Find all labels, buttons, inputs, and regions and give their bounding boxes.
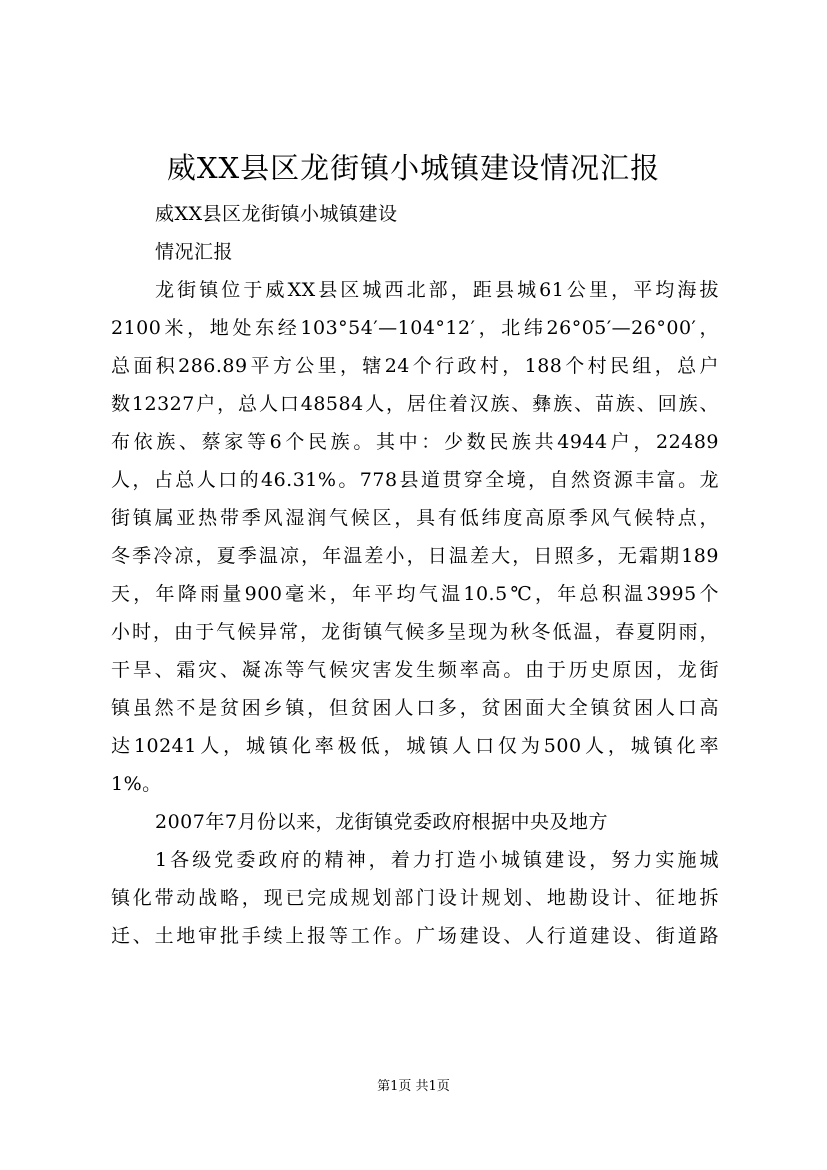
paragraph-line: 街镇属亚热带季风湿润气候区，具有低纬度高原季风气候特点， [111,507,719,529]
paragraph-line: 小时，由于气候异常，龙街镇气候多呈现为秋冬低温，春夏阴雨， [111,621,719,643]
paragraph-1 [111,271,719,803]
paragraph-line: 镇虽然不是贫困乡镇，但贫困人口多，贫困面大全镇贫困人口高 [111,697,719,719]
subtitle-line: 情况汇报 [155,241,234,263]
paragraph-line: 总面积286.89平方公里，辖24个行政村，188个村民组，总户 [111,355,719,377]
paragraph-line: 1各级党委政府的精神，着力打造小城镇建设，努力实施城 [155,849,719,871]
paragraph-line: 1%。 [111,773,162,795]
paragraph-line: 布依族、蔡家等6个民族。其中：少数民族共4944户，22489 [111,431,719,453]
page-footer: 第1页 共1页 [377,1079,450,1094]
paragraph-line: 冬季冷凉，夏季温凉，年温差小，日温差大，日照多，无霜期189 [111,545,719,567]
paragraph-3 [111,841,719,955]
paragraph-line: 数12327户，总人口48584人，居住着汉族、彝族、苗族、回族、 [111,393,719,415]
document-title: 威XX县区龙街镇小城镇建设情况汇报 [166,151,661,185]
paragraph-line: 天，年降雨量900毫米，年平均气温10.5℃，年总积温3995个 [111,583,719,605]
paragraph-line: 达10241人，城镇化率极低，城镇人口仅为500人，城镇化率 [111,735,719,757]
paragraph-line: 2100米，地处东经103°54′—104°12′，北纬26°05′—26°00′， [111,317,719,339]
paragraph-line: 人，占总人口的46.31%。778县道贯穿全境，自然资源丰富。龙 [111,469,719,491]
paragraph-line: 龙街镇位于威XX县区城西北部，距县城61公里，平均海拔 [155,279,719,301]
paragraph-line: 2007年7月份以来，龙街镇党委政府根据中央及地方 [155,811,608,833]
paragraph-line: 镇化带动战略，现已完成规划部门设计规划、地勘设计、征地拆 [111,887,719,909]
document-body [111,195,719,955]
paragraph-line: 迁、土地审批手续上报等工作。广场建设、人行道建设、街道路 [111,925,719,947]
subtitle-line: 威XX县区龙街镇小城镇建设 [155,203,398,225]
paragraph-2 [111,803,719,841]
paragraph-line: 干旱、霜灾、凝冻等气候灾害发生频率高。由于历史原因，龙街 [111,659,719,681]
